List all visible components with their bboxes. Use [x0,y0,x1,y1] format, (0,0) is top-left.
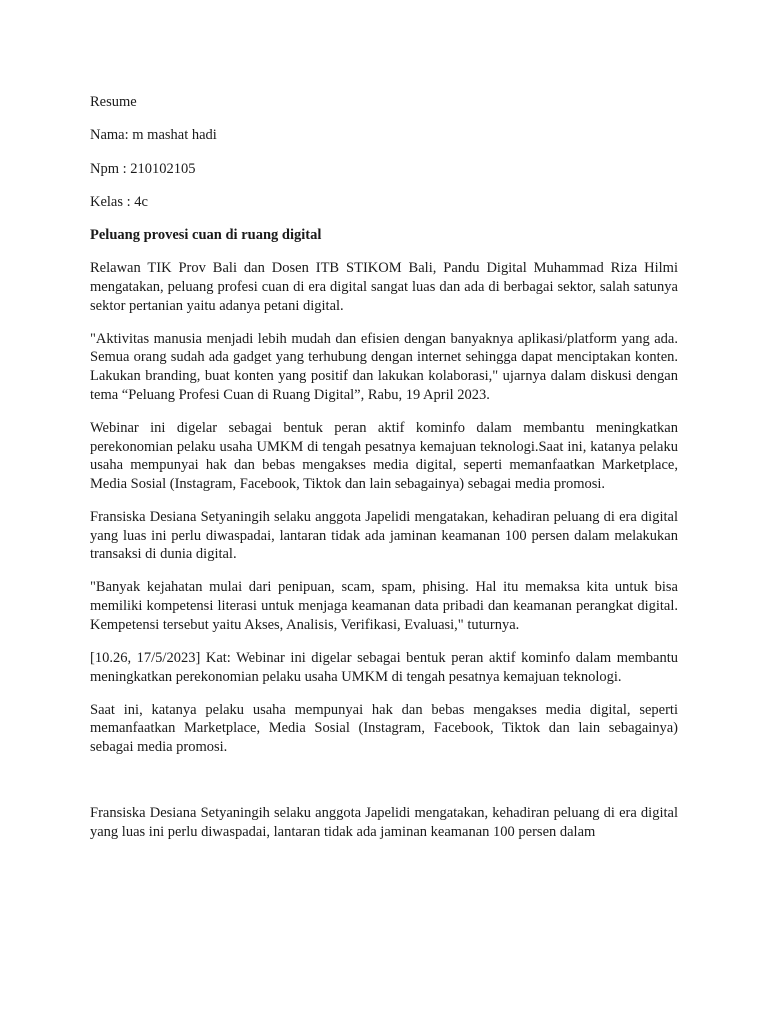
paragraph: [10.26, 17/5/2023] Kat: Webinar ini digelar sebagai bentuk peran aktif kominfo dalam membantu meningkatkan perekonomian pelaku usaha UMKM di tengah pesatnya kemajuan teknologi. [90,649,678,685]
paragraph: Fransiska Desiana Setyaningih selaku anggota Japelidi mengatakan, kehadiran peluang di era digital yang luas ini perlu diwaspadai, lantaran tidak ada jaminan keamanan 100 persen dalam [90,805,678,840]
doc-title: Peluang provesi cuan di ruang digital [90,227,322,244]
paragraph: "Aktivitas manusia menjadi lebih mudah dan efisien dengan banyaknya aplikasi/platform yang ada. Semua orang sudah ada gadget yang terhubung dengan internet sehingga dapat menciptakan konten. Lakukan branding, buat konten yang positif dan lakukan kolaborasi," ujarnya dalam diskusi dengan tema “Peluang Profesi Cuan di Ruang Digital”, Rabu, 19 April 2023. [90,330,678,403]
document-page [90,93,678,856]
student-npm: Npm : 210102105 [90,160,196,177]
blank-line [90,771,678,804]
doc-heading: Resume [90,94,137,110]
paragraph: "Banyak kejahatan mulai dari penipuan, scam, spam, phising. Hal itu memaksa kita untuk bisa memiliki kompetensi literasi untuk menjaga keamanan data pribadi dan keamanan perangkat digital. Kempetensi tersebut yaitu Akses, Analisis, Verifikasi, Evaluasi," tuturnya. [90,579,678,633]
student-name: Nama: m mashat hadi [90,127,217,144]
student-class: Kelas : 4c [90,193,148,210]
paragraph: Relawan TIK Prov Bali dan Dosen ITB STIKOM Bali, Pandu Digital Muhammad Riza Hilmi mengatakan, peluang profesi cuan di era digital sangat luas dan ada di berbagai sektor, salah satunya sektor pertanian yaitu adanya petani digital. [90,260,678,314]
paragraph: Saat ini, katanya pelaku usaha mempunyai hak dan bebas mengakses media digital, seperti memanfaatkan Marketplace, Media Sosial (Instagram, Facebook, Tiktok dan lain sebagainya) sebagai media promosi. [90,701,678,755]
paragraph: Webinar ini digelar sebagai bentuk peran aktif kominfo dalam membantu meningkatkan perekonomian pelaku usaha UMKM di tengah pesatnya kemajuan teknologi.Saat ini, katanya pelaku usaha mempunyai hak dan bebas mengakses media digital, seperti memanfaatkan Marketplace, Media Sosial (Instagram, Facebook, Tiktok dan lain sebagainya) sebagai media promosi. [90,419,678,492]
paragraph: Fransiska Desiana Setyaningih selaku anggota Japelidi mengatakan, kehadiran peluang di era digital yang luas ini perlu diwaspadai, lantaran tidak ada jaminan keamanan 100 persen dalam melakukan transaksi di dunia digital. [90,509,678,563]
